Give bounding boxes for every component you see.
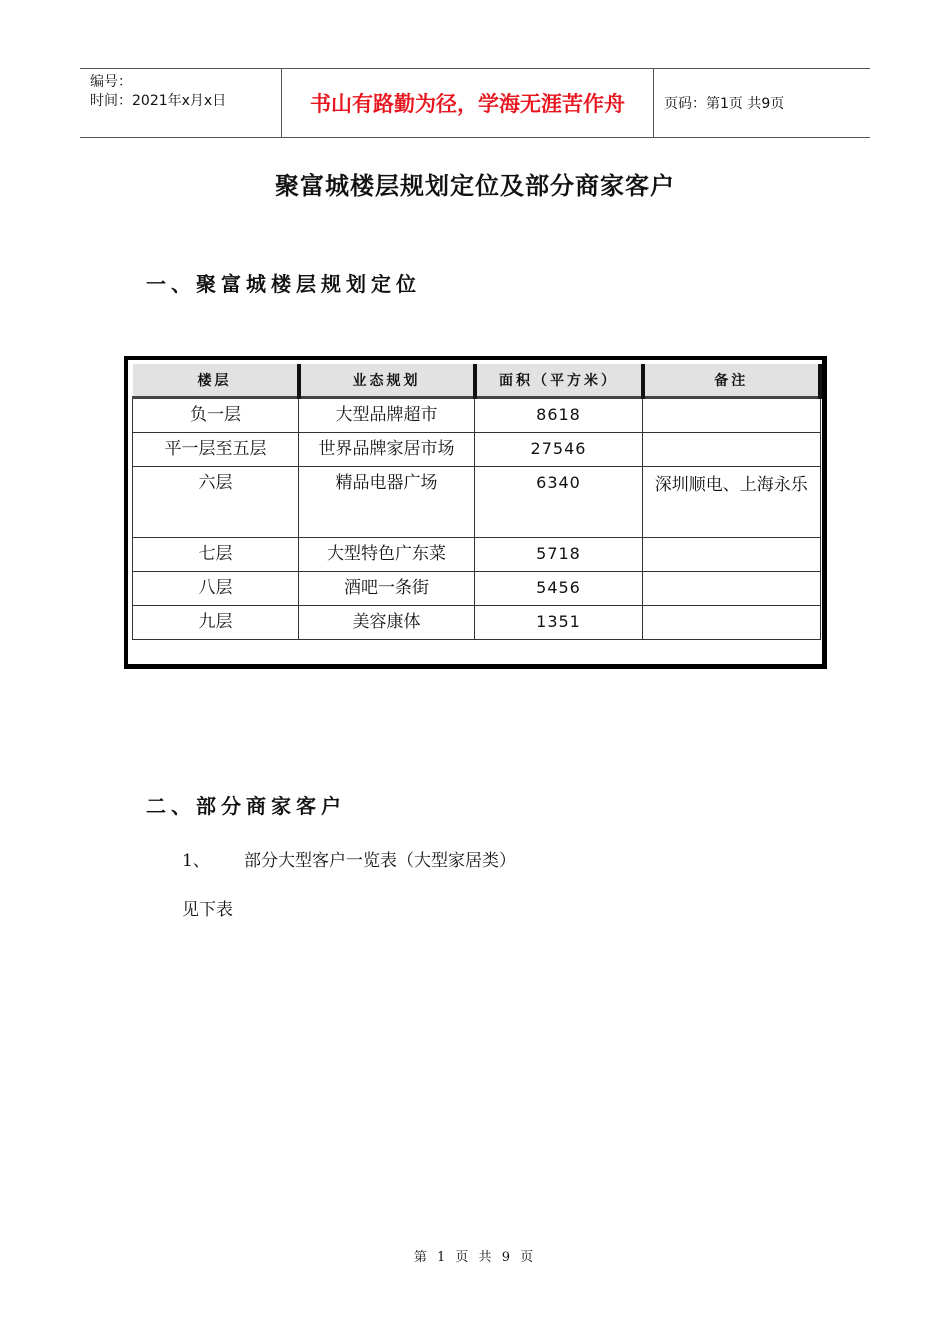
cell-area: 8618 xyxy=(475,398,643,433)
cell-note xyxy=(643,398,821,433)
table-row xyxy=(133,398,821,433)
see-below-text: 见下表 xyxy=(182,900,233,920)
table-row xyxy=(133,606,821,640)
list-item-number: 1、 xyxy=(182,851,210,871)
document-header xyxy=(80,68,870,138)
cell-business: 世界品牌家居市场 xyxy=(299,433,475,467)
time-label: 时间：2021年x月x日 xyxy=(90,93,227,109)
cell-floor: 六层 xyxy=(133,467,299,538)
cell-note xyxy=(643,433,821,467)
floor-plan-table-frame xyxy=(124,356,827,669)
cell-floor: 负一层 xyxy=(133,398,299,433)
cell-floor: 七层 xyxy=(133,538,299,572)
table-row xyxy=(133,572,821,606)
column-header-floor: 楼层 xyxy=(133,364,299,398)
number-label: 编号： xyxy=(90,74,132,90)
section-heading-merchants: 二、部分商家客户 xyxy=(146,794,346,818)
cell-note: 深圳顺电、上海永乐 xyxy=(643,467,821,538)
cell-area: 5456 xyxy=(475,572,643,606)
page-footer: 第 1 页 共 9 页 xyxy=(413,1250,537,1265)
table-row xyxy=(133,538,821,572)
table-row xyxy=(133,467,821,538)
document-title: 聚富城楼层规划定位及部分商家客户 xyxy=(275,171,675,200)
table-header-row xyxy=(133,364,821,398)
cell-business: 精品电器广场 xyxy=(299,467,475,538)
cell-note xyxy=(643,538,821,572)
cell-area: 6340 xyxy=(475,467,643,538)
cell-floor: 九层 xyxy=(133,606,299,640)
cell-business: 美容康体 xyxy=(299,606,475,640)
cell-business: 大型品牌超市 xyxy=(299,398,475,433)
list-item-text: 部分大型客户一览表（大型家居类） xyxy=(244,851,516,871)
column-header-note: 备注 xyxy=(643,364,821,398)
cell-area: 1351 xyxy=(475,606,643,640)
cell-business: 酒吧一条街 xyxy=(299,572,475,606)
header-page-info: 页码：第1页 共9页 xyxy=(664,96,785,112)
cell-business: 大型特色广东菜 xyxy=(299,538,475,572)
column-header-business: 业态规划 xyxy=(299,364,475,398)
table-row xyxy=(133,433,821,467)
cell-note xyxy=(643,572,821,606)
cell-floor: 平一层至五层 xyxy=(133,433,299,467)
section-heading-floor-plan: 一、聚富城楼层规划定位 xyxy=(146,272,421,296)
cell-area: 27546 xyxy=(475,433,643,467)
floor-plan-table xyxy=(132,364,822,640)
cell-note xyxy=(643,606,821,640)
cell-area: 5718 xyxy=(475,538,643,572)
header-motto: 书山有路勤为径，学海无涯苦作舟 xyxy=(282,69,654,137)
column-header-area: 面积（平方米） xyxy=(475,364,643,398)
cell-floor: 八层 xyxy=(133,572,299,606)
header-meta xyxy=(80,69,282,137)
